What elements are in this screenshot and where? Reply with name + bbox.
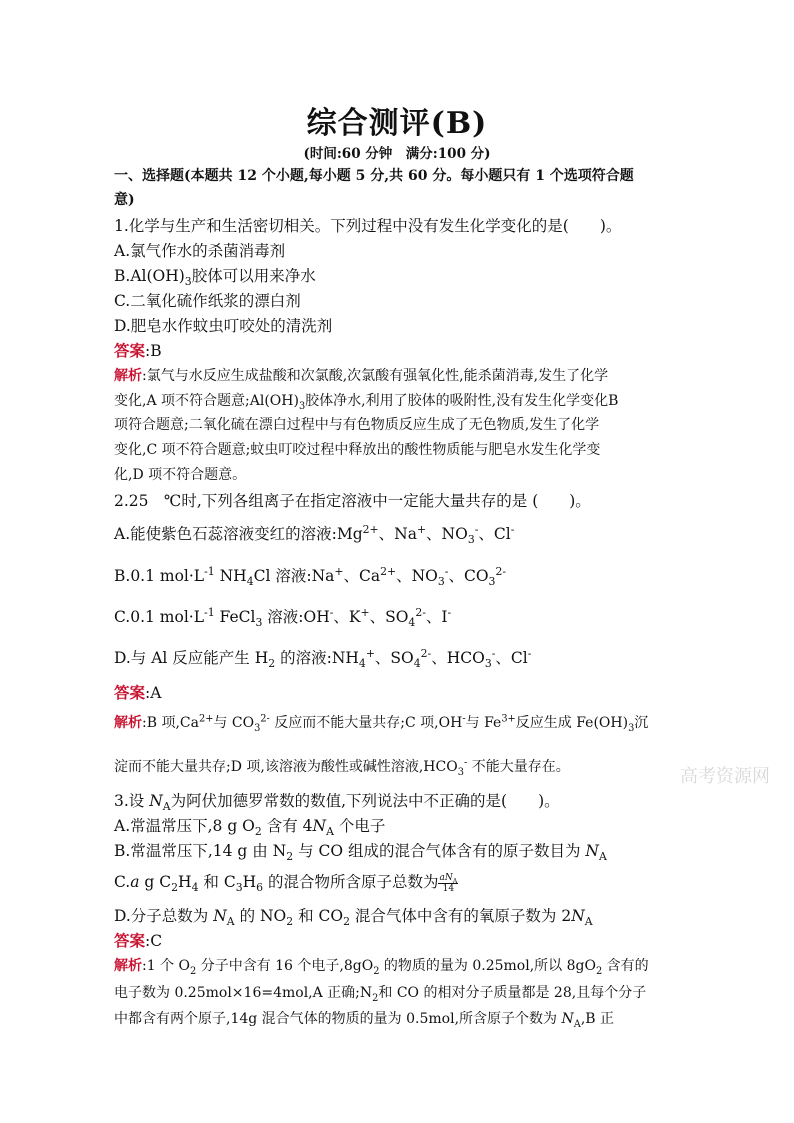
q3-option-c: C.a g $C_2H_4$ 和 $C_3H_6$ 的混合物所含原子总数为 $\frac{aN_A}{14}$ <box>114 872 458 895</box>
section-heading-line2: 意) <box>114 192 135 208</box>
q2-answer: 答案:A <box>114 683 162 702</box>
q2-option-c: C.0.1 $mol\cdot L^{-1}$ FeCl$_3$ 溶液:OH-、K+、$SO_4^{2-}$、I- <box>114 605 452 630</box>
q1-answer: 答案:B <box>114 341 162 360</box>
q3-answer: 答案:C <box>114 931 163 950</box>
q3-option-d: D.分子总数为 $N_A$ 的 $NO_2$ 和 $CO_2$ 混合气体中含有的氧原子数为 $2N_A$ <box>114 907 593 929</box>
q1-option-c: C.二氧化硫作纸浆的漂白剂 <box>114 292 301 310</box>
q3-option-a: A.常温常压下,8 g $O_2$ 含有 $4N_A$ 个电子 <box>114 817 386 839</box>
q2-option-d: D.与 Al 反应能产生 $H_2$ 的溶液$:NH_4^+$、$SO_4^{2-}$、$HCO_3^-$、Cl- <box>114 646 532 671</box>
q1-option-b: $B.Al(OH)_3$胶体可以用来净水 <box>114 267 316 289</box>
q3-option-b: B.常温常压下,14 g 由 $N_2$ 与 CO 组成的混合气体含有的原子数目为 $N_A$ <box>114 842 607 864</box>
q1-analysis-line3: 项符合题意;二氧化硫在漂白过程中与有色物质反应生成了无色物质,发生了化学 <box>114 417 600 433</box>
watermark: 高考资源网 <box>680 766 770 787</box>
q2-analysis-line1: 解析:B 项$,Ca^{2+}$与 $CO_3^{2-}$ 反应而不能大量共存;C 项,OH-与 $Fe^{3+}$反应生成 $Fe(OH)_3$沉 <box>114 713 649 734</box>
q1-analysis-line1: 解析:氯气与水反应生成盐酸和次氯酸,次氯酸有强氧化性,能杀菌消毒,发生了化学 <box>114 368 609 384</box>
q1-stem: 1.化学与生产和生活密切相关。下列过程中没有发生化学变化的是( )。 <box>114 217 622 235</box>
section-heading-line1: 一、选择题(本题共 12 个小题,每小题 5 分,共 60 分。每小题只有 1 个选项符合题 <box>114 168 634 184</box>
q2-option-a: A.能使紫色石蕊溶液变红的溶液$:Mg^{2+}$、Na+、$NO_3^-$、Cl- <box>114 522 515 547</box>
q3-analysis-line3: 中都含有两个原子,14g 混合气体的物质的量为 0.5mol,所含原子个数为 $N_A,B$ 正 <box>114 1011 615 1030</box>
fraction-a-na-over-14: $\frac{aN_A}{14}$ <box>439 872 458 894</box>
q2-analysis-line2: 淀而不能大量共存;D 项,该溶液为酸性或碱性溶液$,HCO_3^-$ 不能大量存在。 <box>114 757 570 778</box>
q1-option-d: D.肥皂水作蚊虫叮咬处的清洗剂 <box>114 317 333 335</box>
q1-analysis-line2: 变化,A 项不符合题意$;Al(OH)_3$胶体净水,利用了胶体的吸附性,没有发生化学变化B <box>114 393 619 412</box>
q3-analysis-line2: 电子数为 0.25mol×16=4mol,A 正确$;N_2$和 CO 的相对分子质量都是 28,且每个分子 <box>114 985 647 1004</box>
page-title: 综合测评(B) <box>306 106 488 141</box>
q1-analysis-line4: 变化,C 项不符合题意;蚊虫叮咬过程中释放出的酸性物质能与肥皂水发生化学变 <box>114 442 601 458</box>
q3-stem: 3.设 $N_A$为阿伏加德罗常数的数值,下列说法中不正确的是( )。 <box>114 792 560 814</box>
q1-option-a: A.氯气作水的杀菌消毒剂 <box>114 242 286 260</box>
exam-info: (时间:60 分钟 满分:100 分) <box>303 146 491 162</box>
q2-stem: 2.25 ℃时,下列各组离子在指定溶液中一定能大量共存的是 ( )。 <box>114 492 591 510</box>
q3-analysis-line1: 解析:1 个 $O_2$ 分子中含有 16 个电子$,8gO_2$ 的物质的量为 0.25mol,所以 $8gO_2$ 含有的 <box>114 958 649 977</box>
q1-analysis-line5: 化,D 项不符合题意。 <box>114 467 247 483</box>
q2-option-b: B.0.1 $mol\cdot L^{-1}$ $NH_4Cl$ 溶液:Na+、$Ca^{2+}$、$NO_3^-$、$CO_3^{2-}$ <box>114 564 507 589</box>
